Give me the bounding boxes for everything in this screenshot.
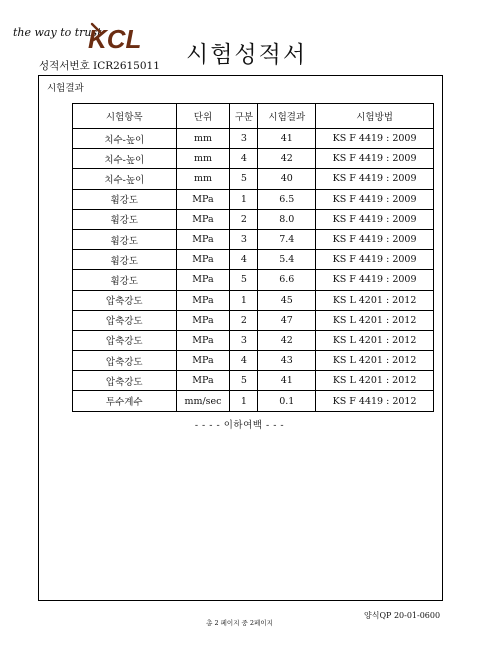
table-cell: 6.6: [258, 270, 316, 290]
table-cell: 투수계수: [73, 391, 177, 411]
table-cell: 1: [230, 391, 258, 411]
table-cell: 치수-높이: [73, 129, 177, 149]
table-cell: KS F 4419 : 2009: [316, 209, 434, 229]
results-body: [73, 129, 434, 412]
column-header: 단위: [176, 104, 230, 129]
table-cell: mm: [176, 129, 230, 149]
table-row: [73, 351, 434, 371]
results-table: [72, 103, 434, 412]
table-cell: mm: [176, 149, 230, 169]
table-cell: 치수-높이: [73, 169, 177, 189]
table-cell: 42: [258, 149, 316, 169]
column-header: 구분: [230, 104, 258, 129]
table-cell: 40: [258, 169, 316, 189]
table-cell: 휨강도: [73, 250, 177, 270]
table-cell: MPa: [176, 310, 230, 330]
table-cell: KS L 4201 : 2012: [316, 371, 434, 391]
table-cell: 7.4: [258, 229, 316, 249]
column-header: 시험결과: [258, 104, 316, 129]
table-cell: KS F 4419 : 2009: [316, 250, 434, 270]
section-label: 시험결과: [47, 83, 84, 94]
table-cell: 4: [230, 250, 258, 270]
table-row: [73, 229, 434, 249]
table-cell: 5.4: [258, 250, 316, 270]
page-info: 총 2 페이지 중 2페이지: [206, 619, 273, 627]
table-cell: KS F 4419 : 2009: [316, 129, 434, 149]
table-cell: 8.0: [258, 209, 316, 229]
table-cell: 1: [230, 189, 258, 209]
table-cell: 41: [258, 129, 316, 149]
table-row: [73, 129, 434, 149]
table-cell: 3: [230, 229, 258, 249]
table-cell: MPa: [176, 250, 230, 270]
table-cell: MPa: [176, 330, 230, 350]
table-cell: 47: [258, 310, 316, 330]
logo-text: KCL: [88, 24, 142, 54]
table-cell: MPa: [176, 189, 230, 209]
table-cell: 4: [230, 149, 258, 169]
table-cell: 휨강도: [73, 209, 177, 229]
table-cell: 45: [258, 290, 316, 310]
table-row: [73, 169, 434, 189]
table-cell: 휨강도: [73, 189, 177, 209]
table-cell: 43: [258, 351, 316, 371]
table-row: [73, 250, 434, 270]
table-cell: 2: [230, 310, 258, 330]
table-cell: MPa: [176, 209, 230, 229]
table-cell: KS L 4201 : 2012: [316, 351, 434, 371]
table-cell: 압축강도: [73, 290, 177, 310]
kcl-logo: [86, 20, 142, 56]
table-cell: 5: [230, 371, 258, 391]
table-cell: KS F 4419 : 2009: [316, 189, 434, 209]
table-cell: 5: [230, 169, 258, 189]
table-row: [73, 391, 434, 411]
table-cell: KS F 4419 : 2009: [316, 149, 434, 169]
table-row: [73, 270, 434, 290]
table-cell: 4: [230, 351, 258, 371]
end-of-content-marker: - - - - 이하여백 - - -: [194, 420, 285, 431]
logo-tagline: the way to trust: [13, 26, 102, 39]
table-cell: 압축강도: [73, 330, 177, 350]
table-row: [73, 371, 434, 391]
table-row: [73, 149, 434, 169]
table-cell: 6.5: [258, 189, 316, 209]
table-cell: MPa: [176, 270, 230, 290]
table-row: [73, 209, 434, 229]
table-header-row: [73, 104, 434, 129]
table-cell: 압축강도: [73, 351, 177, 371]
table-cell: MPa: [176, 371, 230, 391]
table-cell: 휨강도: [73, 229, 177, 249]
table-cell: 휨강도: [73, 270, 177, 290]
table-cell: MPa: [176, 290, 230, 310]
document-title: 시험성적서: [186, 42, 308, 68]
table-cell: KS F 4419 : 2012: [316, 391, 434, 411]
table-cell: KS F 4419 : 2009: [316, 169, 434, 189]
table-cell: 0.1: [258, 391, 316, 411]
table-cell: KS L 4201 : 2012: [316, 290, 434, 310]
table-row: [73, 290, 434, 310]
table-cell: MPa: [176, 229, 230, 249]
table-cell: 5: [230, 270, 258, 290]
table-cell: 2: [230, 209, 258, 229]
table-cell: KS F 4419 : 2009: [316, 229, 434, 249]
form-code: 양식QP 20-01-0600: [364, 611, 441, 620]
table-cell: 치수-높이: [73, 149, 177, 169]
table-cell: mm: [176, 169, 230, 189]
table-cell: KS L 4201 : 2012: [316, 330, 434, 350]
table-cell: mm/sec: [176, 391, 230, 411]
table-row: [73, 189, 434, 209]
table-cell: KS F 4419 : 2009: [316, 270, 434, 290]
table-cell: 41: [258, 371, 316, 391]
table-cell: 42: [258, 330, 316, 350]
table-cell: 압축강도: [73, 371, 177, 391]
table-row: [73, 310, 434, 330]
column-header: 시험방법: [316, 104, 434, 129]
table-cell: KS L 4201 : 2012: [316, 310, 434, 330]
column-header: 시험항목: [73, 104, 177, 129]
table-cell: 1: [230, 290, 258, 310]
table-cell: MPa: [176, 351, 230, 371]
table-row: [73, 330, 434, 350]
table-cell: 3: [230, 129, 258, 149]
table-cell: 3: [230, 330, 258, 350]
table-cell: 압축강도: [73, 310, 177, 330]
report-number: 성적서번호 ICR2615011: [39, 60, 160, 72]
